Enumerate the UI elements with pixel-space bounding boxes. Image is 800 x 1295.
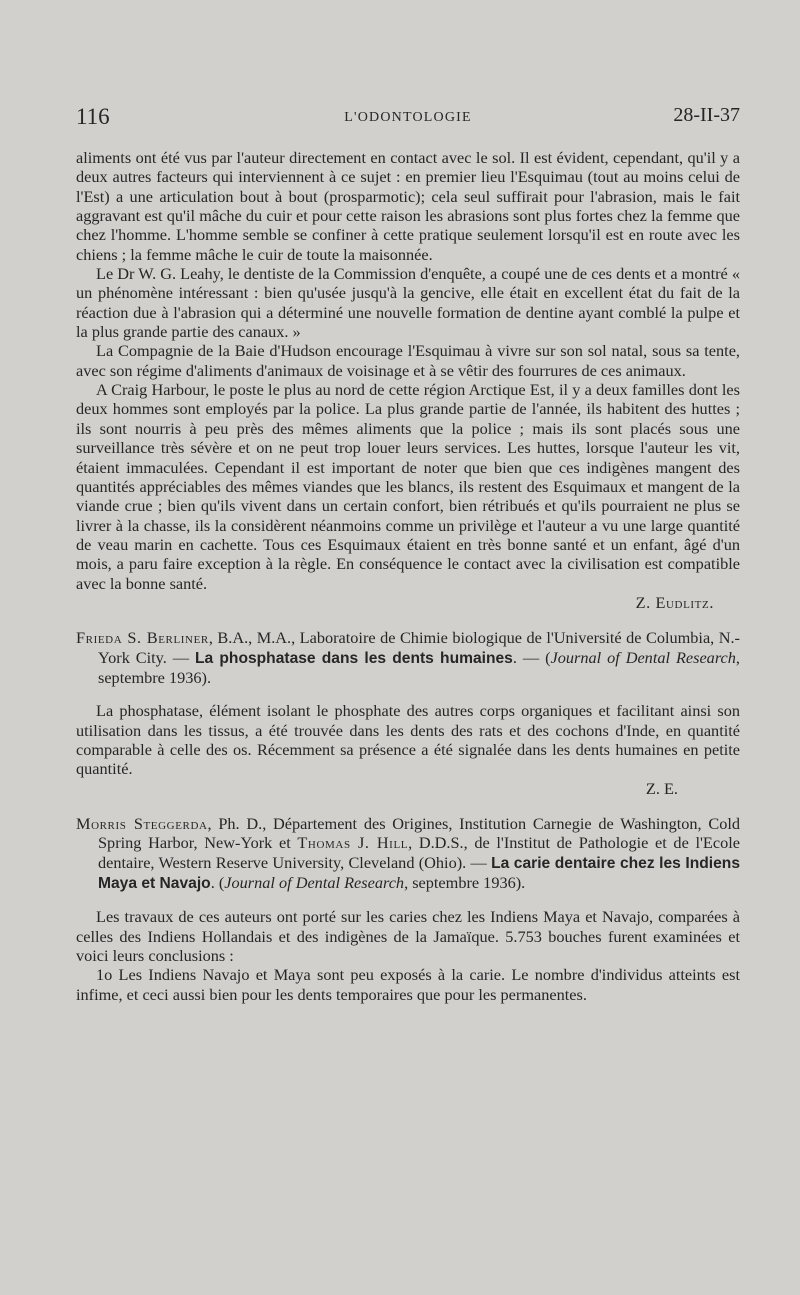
author-name: Thomas J. Hill bbox=[297, 833, 409, 853]
article-title: La carie dentaire chez les Indiens Maya et Navajo bbox=[98, 854, 740, 893]
issue-date: 28-II-37 bbox=[673, 104, 740, 126]
running-title: L'ODONTOLOGIE bbox=[344, 110, 472, 125]
paragraph: La Compagnie de la Baie d'Hudson encourage l'Esquimau à vivre sur son sol natal, sous sa tente, avec son régime d'aliments d'animaux de voisinage et à se vêtir des fourrures de ces animaux. bbox=[76, 341, 740, 380]
journal-name: Journal of Dental Research bbox=[224, 873, 405, 893]
paragraph: Les travaux de ces auteurs ont porté sur les caries chez les Indiens Maya et Navajo, comparées à celles des Indiens Hollandais et des indigènes de la Jamaïque. 5.753 bouches furent examinées et voici leurs conclusions : bbox=[76, 907, 740, 966]
bibliographic-reference: Morris Steggerda, Ph. D., Département des Origines, Institution Carnegie de Washington, Cold Spring Harbor, New-York et Thomas J. Hill, D.D.S., de l'Institut de Pathologie et de l'Ecole dentaire, Western Reserve University, Cleveland (Ohio). — La carie dentaire chez les Indiens Maya et Navajo. (Journal of Dental Research, septembre 1936). bbox=[76, 814, 740, 893]
citation-date: , septembre 1936). bbox=[98, 647, 740, 687]
paragraph: 1o Les Indiens Navajo et Maya sont peu exposés à la carie. Le nombre d'individus atteints est infime, et ceci aussi bien pour les dents temporaires que pour les permanentes. bbox=[76, 965, 740, 1004]
article-signature: Z. Eudlitz. bbox=[635, 592, 714, 612]
author-affiliation: , B.A., M.A., Laboratoire de Chimie biologique de l'Université de Columbia, N.-York City. — bbox=[98, 628, 740, 667]
citation-date: , septembre 1936). bbox=[404, 873, 526, 893]
page-header bbox=[76, 104, 740, 132]
paragraph: La phosphatase, élément isolant le phosphate des autres corps organiques et facilitant ainsi son utilisation dans les tissus, a été trouvée dans les dents des rats et des cochons d'Inde, en quantité comparable à celle des os. Récemment sa présence a été signalée dans les dents humaines en petite quantité. bbox=[76, 701, 740, 779]
bibliographic-reference: Frieda S. Berliner, B.A., M.A., Laboratoire de Chimie biologique de l'Université de Columbia, N.-York City. — La phosphatase dans les dents humaines. — (Journal of Dental Research, septembre 1936). bbox=[76, 628, 740, 687]
author-affiliation: , D.D.S., de l'Institut de Pathologie et de l'Ecole dentaire, Western Reserve University, Cleveland (Ohio). — bbox=[98, 833, 740, 872]
article-signature: Z. E. bbox=[645, 778, 678, 798]
article-title: La phosphatase dans les dents humaines bbox=[195, 649, 513, 667]
author-name: Frieda S. Berliner bbox=[76, 628, 209, 648]
page-number: 116 bbox=[76, 104, 110, 129]
article-eskimo-teeth bbox=[76, 148, 740, 612]
page-body bbox=[76, 148, 740, 1004]
journal-name: Journal of Dental Research bbox=[550, 647, 736, 667]
article-dental-caries bbox=[76, 814, 740, 1004]
author-affiliation: , Ph. D., Département des Origines, Institution Carnegie de Washington, Cold Spring Harbor, New-York et bbox=[98, 814, 740, 853]
article-phosphatase bbox=[76, 628, 740, 798]
paragraph: aliments ont été vus par l'auteur directement en contact avec le sol. Il est évident, cependant, qu'il y a deux autres facteurs qui interviennent à ce sujet : en premier lieu l'Esquimau (tout au moins celui de l'Est) a une articulation bout à bout (prosparmotic); cela seul suffirait pour l'abrasion, mais le fait aggravant est qu'il mâche du cuir et pour cette raison les abrasions sont plus fortes chez la femme que chez l'homme. L'homme semble se confiner à cette pratique seulement lorsqu'il est en route avec les chiens ; la femme mâche le cuir de toute la maisonnée. bbox=[76, 148, 740, 264]
author-name: Morris Steggerda bbox=[76, 814, 208, 833]
paragraph: A Craig Harbour, le poste le plus au nord de cette région Arctique Est, il y a deux familles dont les deux hommes sont employés par la police. La plus grande partie de l'année, ils habitent des huttes ; ils sont nourris à peu près des mêmes aliments que la police ; mais ils sont placés sous une surveillance très sévère et on ne peut trop louer leurs services. Les huttes, lorsque l'auteur les vit, étaient immaculées. Cependant il est important de noter que bien que ces indigènes mangent des quantités appréciables des mêmes viandes que les blancs, ils restent des Esquimaux et mangent de la viande crue ; bien qu'ils vivent dans un certain confort, bien rétribués et qu'ils pourraient ne plus se livrer à la chasse, ils la considèrent néanmoins comme un privilège et l'auteur a vu une large quantité de veau marin en cachette. Tous ces Esquimaux étaient en très bonne santé et un enfant, âgé d'un mois, a paru faire exception à la règle. En conséquence le contact avec la civilisation est compatible avec la bonne santé. bbox=[76, 380, 740, 593]
paragraph: Le Dr W. G. Leahy, le dentiste de la Commission d'enquête, a coupé une de ces dents et a montré « un phénomène intéressant : bien qu'usée jusqu'à la gencive, elle était en excellent état du fait de la réaction due à l'abrasion qui a déterminé une nouvelle formation de dentine ayant comblé la pulpe et la plus grande partie des canaux. » bbox=[76, 264, 740, 342]
